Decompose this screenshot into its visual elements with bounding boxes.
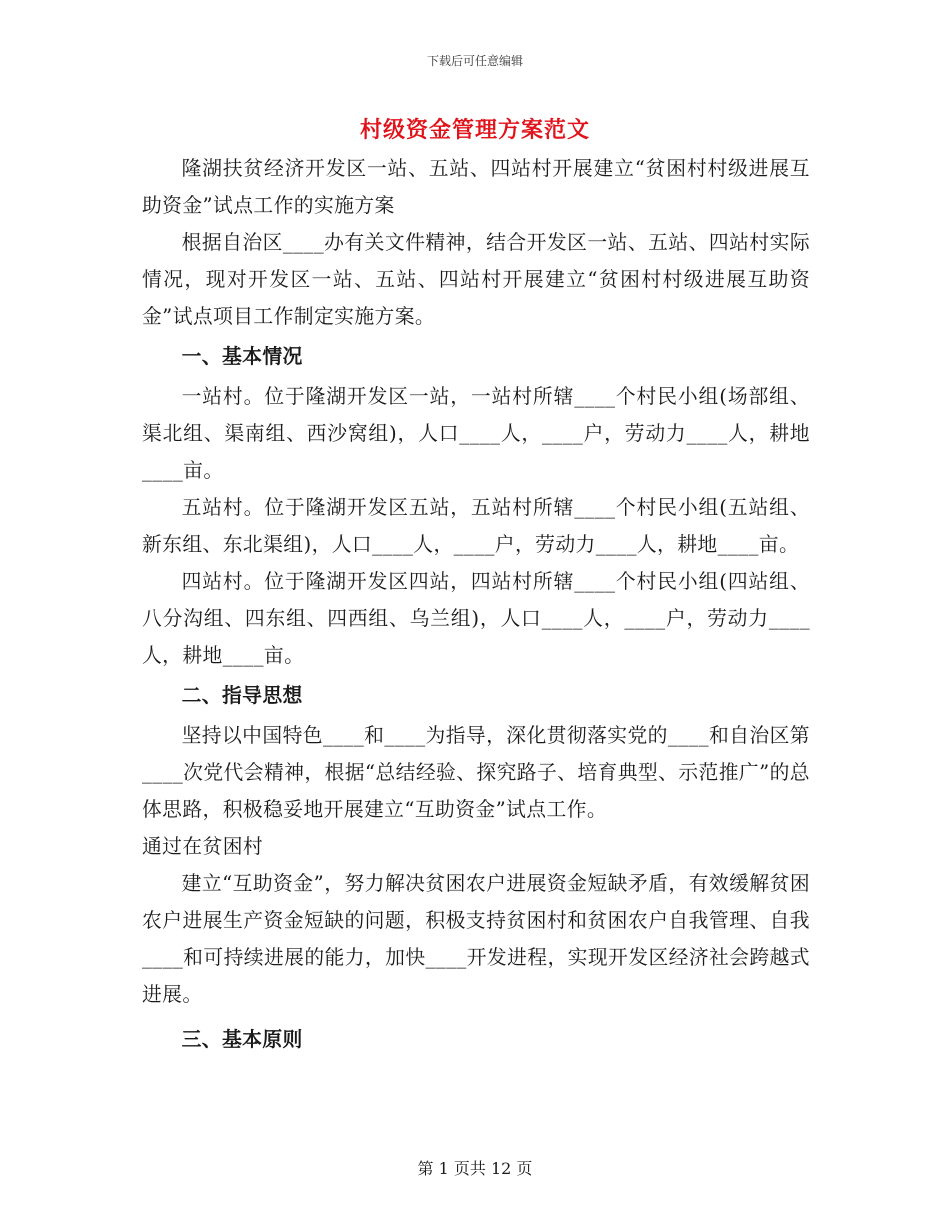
paragraph-sizhan-village: 四站村。位于隆湖开发区四站，四站村所辖____个村民小组(四站组、八分沟组、四东组、四西组、乌兰组)，人口____人，____户，劳动力____人，耕地____亩。 (142, 570, 810, 667)
paragraph-mutual-fund: 建立“互助资金”，努力解决贫困农户进展资金短缺矛盾，有效缓解贫困农户进展生产资金短缺的问题，积极支持贫困村和贫困农户自我管理、自我____和可持续进展的能力，加快____开发进程，实现开发区经济社会跨越式进展。 (142, 872, 810, 1006)
paragraph-yizhan-village: 一站村。位于隆湖开发区一站，一站村所辖____个村民小组(场部组、渠北组、渠南组、西沙窝组)，人口____人，____户，劳动力____人，耕地____亩。 (142, 385, 810, 482)
paragraph-guiding-ideology-continued: 通过在贫困村 (142, 835, 264, 858)
page-footer: 第 1 页共 12 页 (417, 1159, 533, 1178)
document-title: 村级资金管理方案范文 (359, 117, 590, 143)
section-heading-basic-situation: 一、基本情况 (181, 344, 303, 368)
paragraph-guiding-ideology: 坚持以中国特色____和____为指导，深化贯彻落实党的____和自治区第____次党代会精神，根据“总结经验、探究路子、培育典型、示范推广”的总体思路，积极稳妥地开展建立“互助资金”试点工作。 (142, 724, 810, 821)
section-heading-guiding-ideology: 二、指导思想 (181, 683, 303, 707)
section-heading-basic-principles: 三、基本原则 (181, 1027, 303, 1051)
document-body (142, 150, 810, 1061)
paragraph-intro-title: 隆湖扶贫经济开发区一站、五站、四站村开展建立“贫困村村级进展互助资金”试点工作的实施方案 (142, 157, 810, 217)
paragraph-wuzhan-village: 五站村。位于隆湖开发区五站，五站村所辖____个村民小组(五站组、新东组、东北渠组)，人口____人，____户，劳动力____人，耕地____亩。 (142, 496, 810, 556)
paragraph-basis: 根据自治区____办有关文件精神，结合开发区一站、五站、四站村实际情况，现对开发区一站、五站、四站村开展建立“贫困村村级进展互助资金”试点项目工作制定实施方案。 (142, 231, 810, 328)
header-note: 下载后可任意编辑 (426, 54, 523, 68)
